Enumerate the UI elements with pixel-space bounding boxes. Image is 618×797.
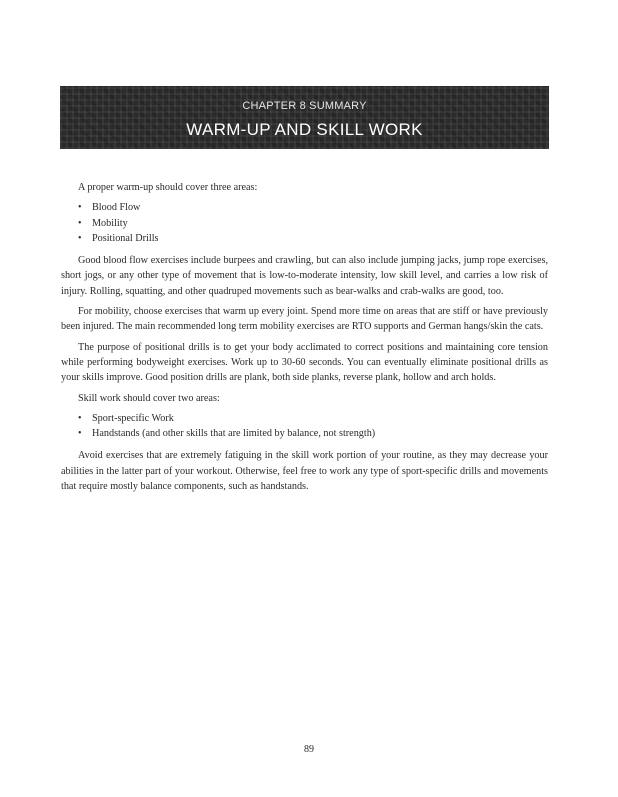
bullet-icon: • (78, 217, 82, 229)
positional-drills-paragraph: The purpose of positional drills is to get your body acclimated to correct positions and maintaining core tension while performing bodyweight exercises. Work up to 30-60 seconds. You can eventually eliminate positional drills as your skills improve. Good position drills are plank, both side planks, reverse plank, hollow and arch holds. (61, 341, 548, 384)
page-number: 89 (304, 744, 314, 755)
warmup-areas-list (61, 200, 548, 246)
chapter-label: CHAPTER 8 SUMMARY (242, 100, 367, 112)
list-item: • Mobility (78, 216, 548, 231)
skill-work-intro: Skill work should cover two areas: (78, 392, 220, 404)
list-item: • Handstands (and other skills that are limited by balance, not strength) (78, 426, 548, 441)
list-item: • Sport-specific Work (78, 411, 548, 426)
blood-flow-paragraph: Good blood flow exercises include burpees and crawling, but can also include jumping jacks, jump rope exercises, short jogs, or any other type of movement that is low-to-moderate intensity, low skill level, and carries a low risk of injury. Rolling, squatting, and other quadruped movements such as bear-walks and crab-walks are good, too. (61, 255, 548, 297)
closing-paragraph: Avoid exercises that are extremely fatiguing in the skill work portion of your routine, as they may decrease your abilities in the latter part of your workout. Otherwise, feel free to work any type of sport-specific drills and movements that require mostly balance components, such as handstands. (61, 450, 548, 493)
warmup-intro: A proper warm-up should cover three areas: (78, 182, 258, 193)
bullet-icon: • (78, 428, 82, 440)
list-item: • Positional Drills (78, 231, 548, 246)
mobility-paragraph: For mobility, choose exercises that warm up every joint. Spend more time on areas that are stiff or have previously been injured. The main recommended long term mobility exercises are RTO supports and German hangs/skin the cats. (61, 306, 548, 333)
list-item: • Blood Flow (78, 200, 548, 215)
chapter-title: WARM-UP AND SKILL WORK (186, 120, 423, 139)
bullet-icon: • (78, 202, 82, 214)
summary-content (61, 180, 548, 499)
bullet-icon: • (78, 412, 82, 424)
skill-areas-list (61, 411, 548, 442)
bullet-icon: • (78, 232, 82, 244)
chapter-banner (60, 86, 549, 149)
